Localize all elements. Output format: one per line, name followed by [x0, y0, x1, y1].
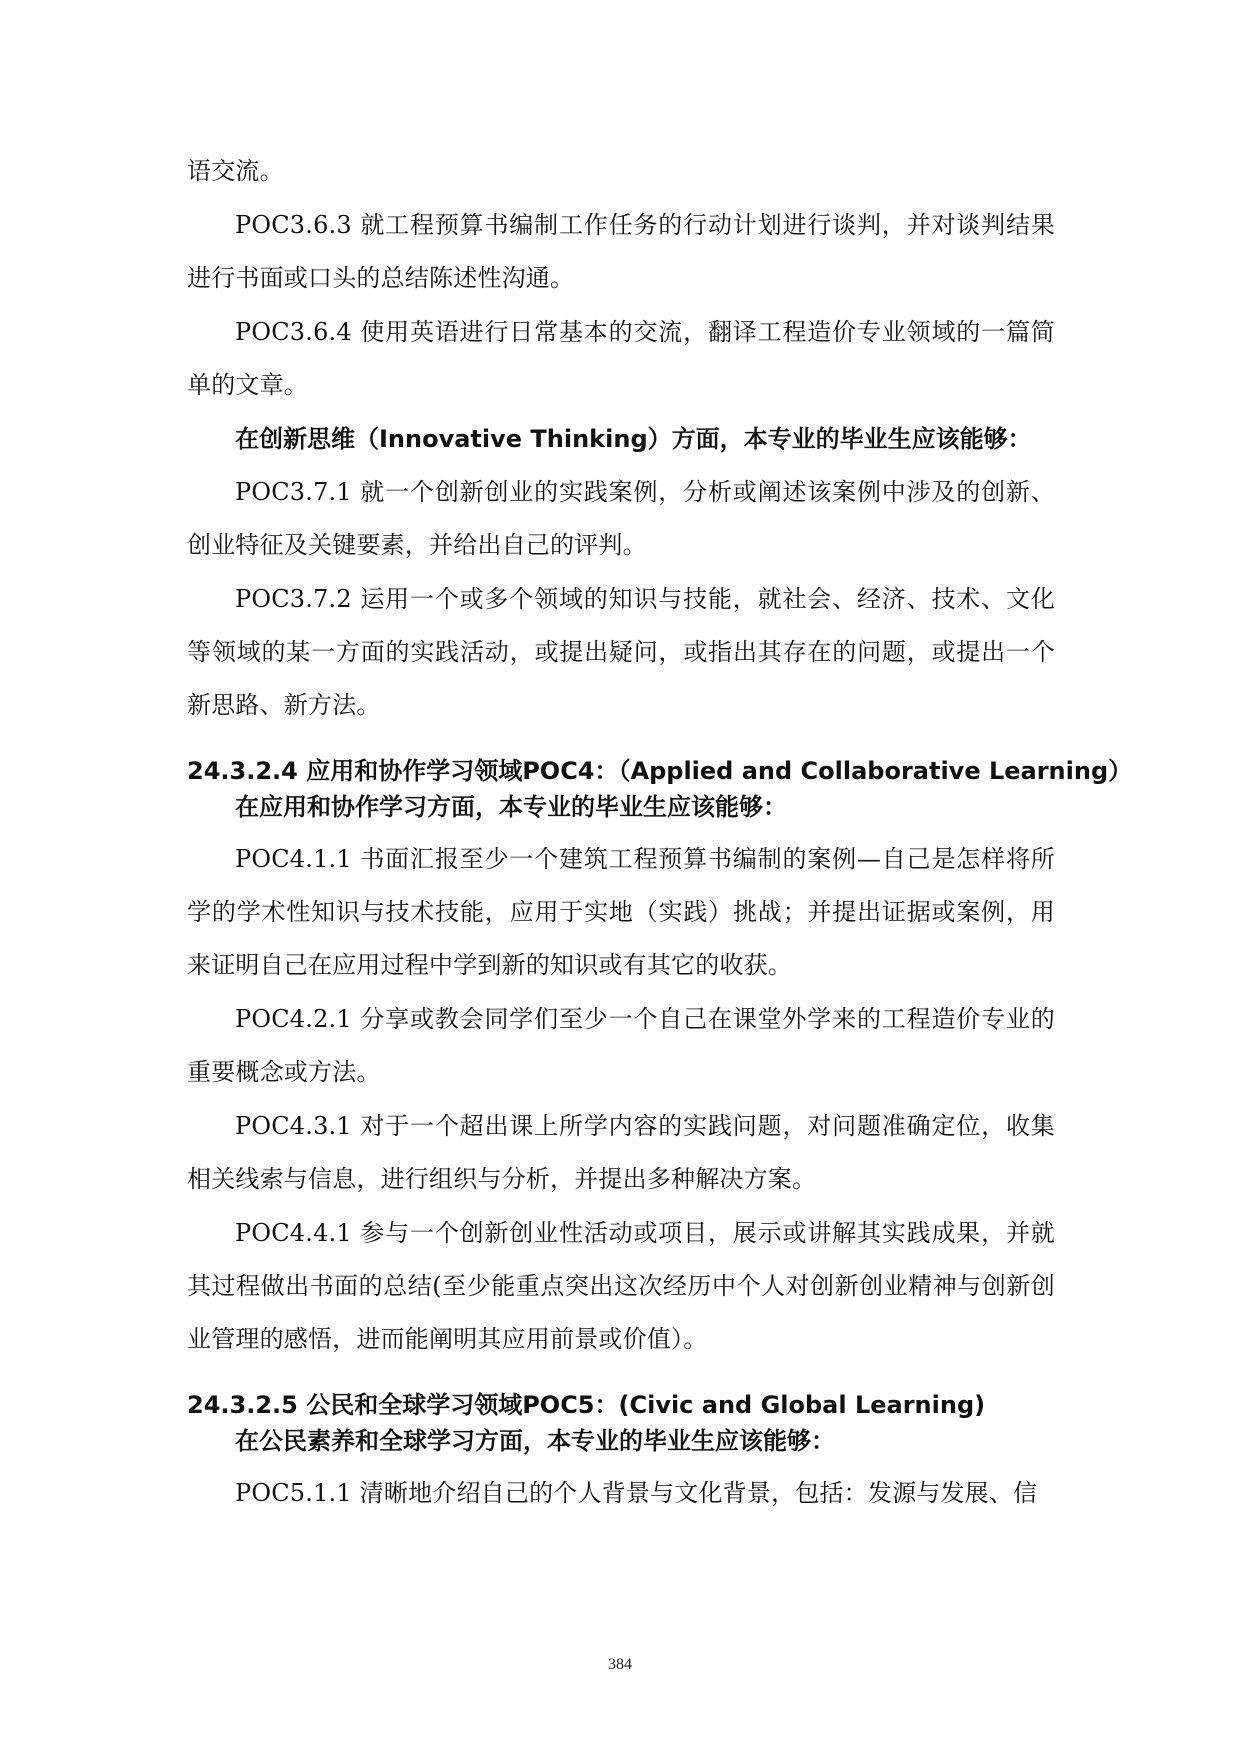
paragraph-poc3-7-2: POC3.7.2 运用一个或多个领域的知识与技能，就社会、经济、技术、文化等领域的某一方面的实践活动，或提出疑问，或指出其存在的问题，或提出一个新思路、新方法。 — [187, 585, 1055, 719]
page-number: 384 — [608, 1656, 632, 1673]
paragraph-poc4-2-1: POC4.2.1 分享或教会同学们至少一个自己在课堂外学来的工程造价专业的重要概念或方法。 — [187, 1005, 1055, 1086]
subheading-innovative-thinking: 在创新思维（Innovative Thinking）方面，本专业的毕业生应该能够： — [235, 425, 1032, 453]
paragraph-poc3-7-1: POC3.7.1 就一个创新创业的实践案例，分析或阐述该案例中涉及的创新、创业特征及关键要素，并给出自己的评判。 — [187, 478, 1055, 559]
section-subheading-applied-learning: 在应用和协作学习方面，本专业的毕业生应该能够： — [235, 793, 787, 821]
paragraph-poc4-1-1: POC4.1.1 书面汇报至少一个建筑工程预算书编制的案例—自己是怎样将所学的学术性知识与技术技能，应用于实地（实践）挑战；并提出证据或案例，用来证明自己在应用过程中学到新的知识或有其它的收获。 — [187, 845, 1055, 979]
paragraph-poc4-3-1: POC4.3.1 对于一个超出课上所学内容的实践问题，对问题准确定位，收集相关线索与信息，进行组织与分析，并提出多种解决方案。 — [187, 1112, 1055, 1193]
paragraph-poc3-6-3: POC3.6.3 就工程预算书编制工作任务的行动计划进行谈判，并对谈判结果进行书面或口头的总结陈述性沟通。 — [187, 211, 1055, 292]
section-title-24-3-2-5: 24.3.2.5 公民和全球学习领域POC5：(Civic and Global Learning) — [187, 1391, 986, 1419]
paragraph-poc4-4-1: POC4.4.1 参与一个创新创业性活动或项目，展示或讲解其实践成果，并就其过程做出书面的总结(至少能重点突出这次经历中个人对创新创业精神与创新创业管理的感悟，进而能阐明其应用前景或价值）。 — [187, 1219, 1055, 1353]
paragraph-poc3-6-4: POC3.6.4 使用英语进行日常基本的交流，翻译工程造价专业领域的一篇简单的文章。 — [187, 318, 1055, 399]
paragraph-poc5-1-1: POC5.1.1 清晰地介绍自己的个人背景与文化背景，包括：发源与发展、信 — [235, 1479, 1038, 1507]
paragraph-continuation: 语交流。 — [187, 157, 284, 185]
section-subheading-civic-learning: 在公民素养和全球学习方面，本专业的毕业生应该能够： — [235, 1427, 835, 1455]
section-title-24-3-2-4: 24.3.2.4 应用和协作学习领域POC4：（Applied and Collaborative Learning） — [187, 757, 1133, 785]
page-content — [187, 145, 1133, 1521]
